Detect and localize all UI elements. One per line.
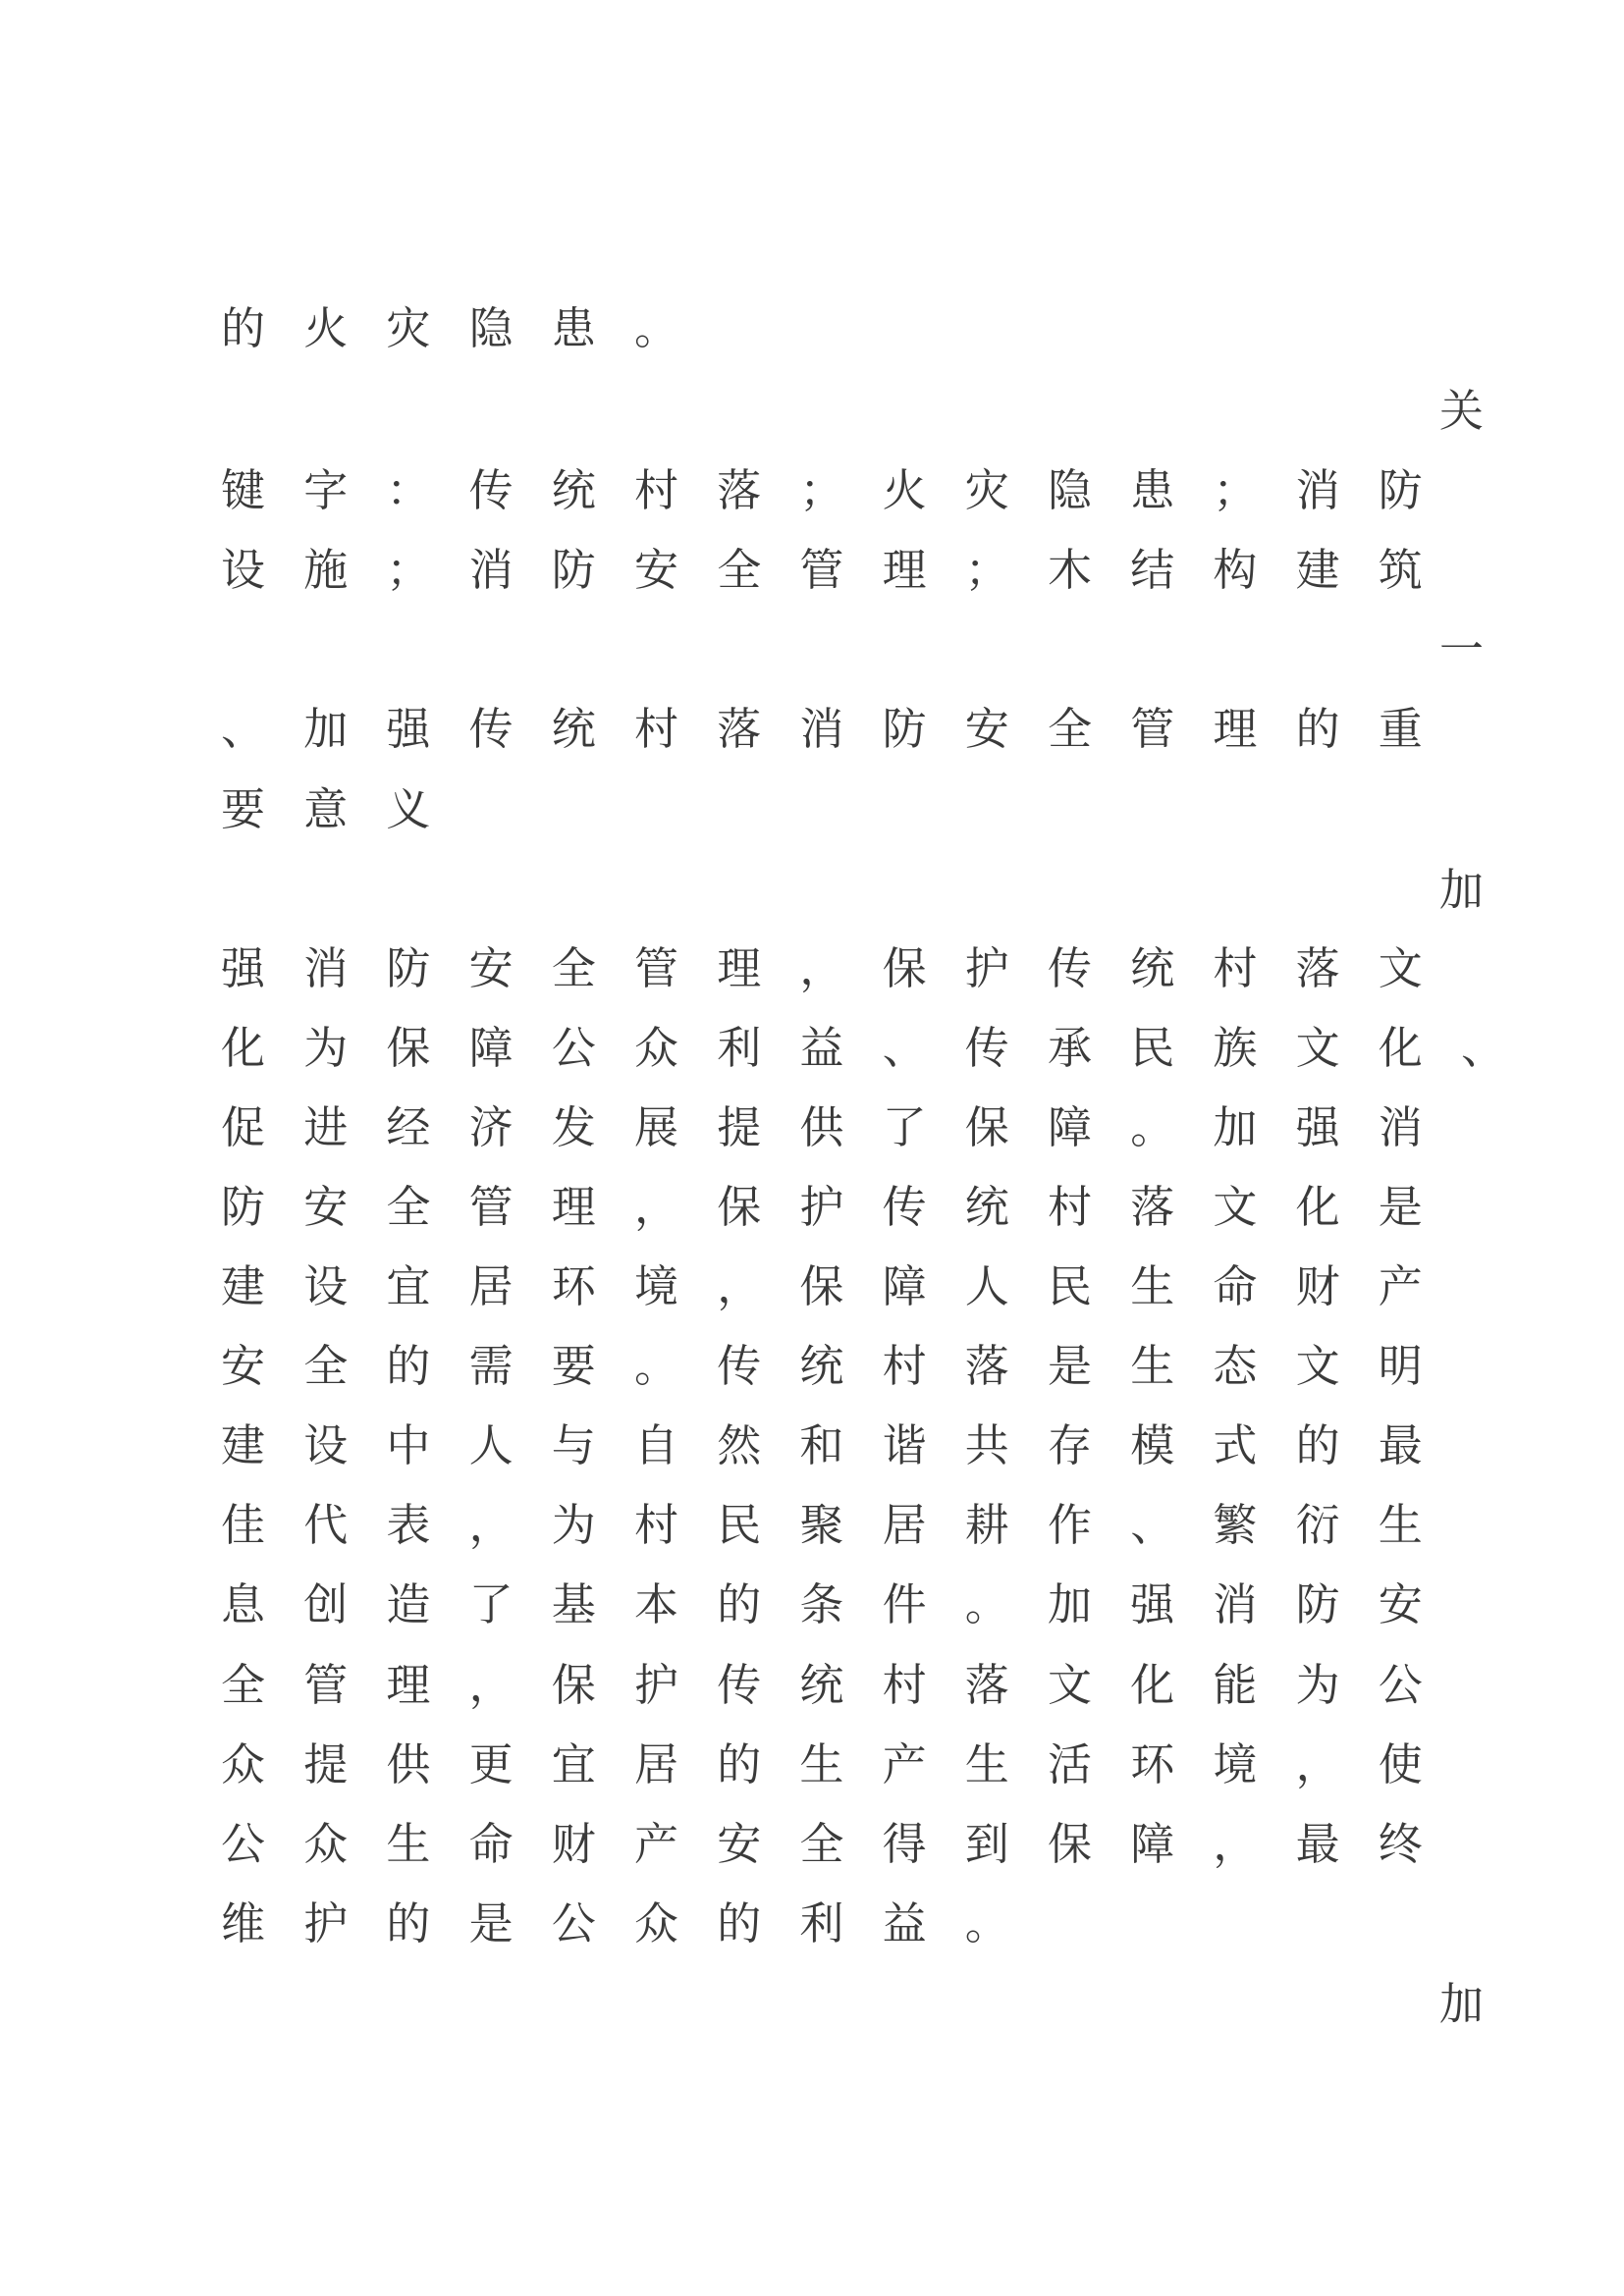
margin-char: 关 bbox=[1439, 385, 1485, 437]
paragraph-line: 建设中人与自然和谐共存模式的最 bbox=[221, 1419, 1462, 1471]
paragraph-line: 佳代表，为村民聚居耕作、繁衍生 bbox=[221, 1499, 1462, 1551]
text-line: 的火灾隐患。 bbox=[221, 302, 718, 354]
keywords-line: 键字：传统村落；火灾隐患；消防 bbox=[221, 464, 1462, 516]
paragraph-line: 建设宜居环境，保障人民生命财产 bbox=[221, 1260, 1462, 1312]
paragraph-line: 众提供更宜居的生产生活环境，使 bbox=[221, 1738, 1462, 1790]
paragraph-line: 公众生命财产安全得到保障，最终 bbox=[221, 1818, 1462, 1870]
paragraph-line: 安全的需要。传统村落是生态文明 bbox=[221, 1340, 1462, 1392]
paragraph-line: 防安全管理，保护传统村落文化是 bbox=[221, 1181, 1462, 1233]
paragraph-line: 化为保障公众利益、传承民族文化、 bbox=[221, 1022, 1544, 1074]
paragraph-line: 维护的是公众的利益。 bbox=[221, 1897, 1049, 1949]
margin-char: 加 bbox=[1439, 864, 1485, 916]
section-heading: 要意义 bbox=[221, 783, 469, 835]
paragraph-line: 促进经济发展提供了保障。加强消 bbox=[221, 1101, 1462, 1153]
paragraph-line: 强消防安全管理，保护传统村落文 bbox=[221, 942, 1462, 994]
margin-char: 一 bbox=[1439, 623, 1485, 675]
keywords-line: 设施；消防安全管理；木结构建筑 bbox=[221, 544, 1462, 596]
paragraph-line: 全管理，保护传统村落文化能为公 bbox=[221, 1659, 1462, 1711]
margin-char: 加 bbox=[1439, 1978, 1485, 2030]
section-heading: 、加强传统村落消防安全管理的重 bbox=[221, 703, 1462, 755]
paragraph-line: 息创造了基本的条件。加强消防安 bbox=[221, 1578, 1462, 1630]
